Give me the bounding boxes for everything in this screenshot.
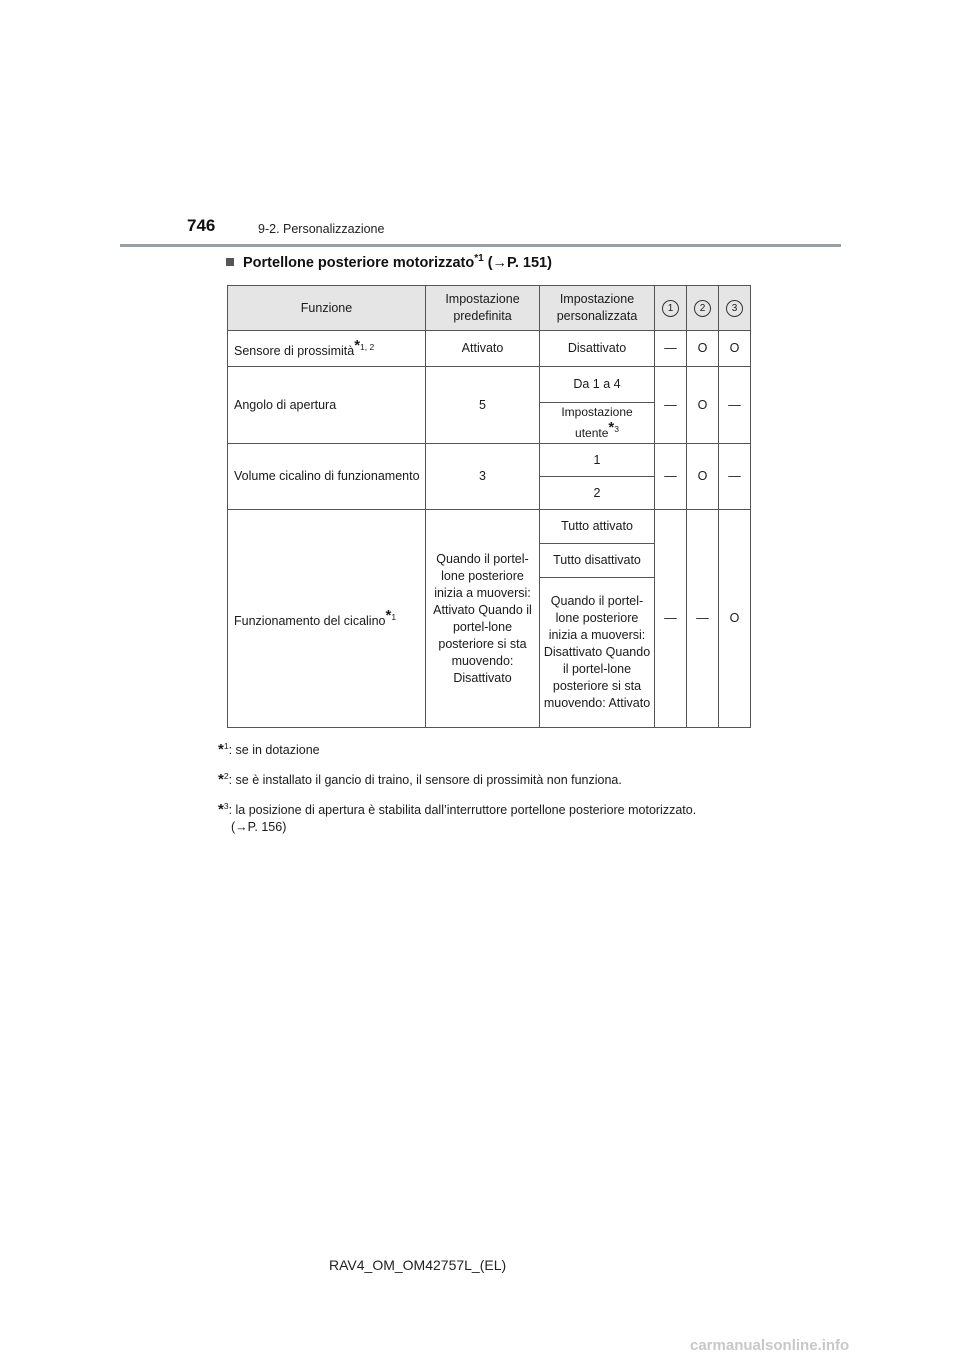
- row-function: Funzionamento del cicalino$^{*1}$: [228, 510, 426, 728]
- table-row: [228, 367, 751, 403]
- circle-number-1-icon: 1: [662, 300, 679, 317]
- heading-title: Portellone posteriore motorizzato: [243, 254, 475, 271]
- heading-page-ref: (→P. 151): [483, 254, 552, 271]
- row-mark-3: —: [719, 444, 751, 510]
- row-mark-2: O: [687, 444, 719, 510]
- header-default: Impostazione predefinita: [426, 286, 540, 331]
- heading-note-ref: *1: [474, 253, 484, 264]
- row-default: Attivato: [426, 331, 540, 367]
- footnote-3: *$^3$: la posizione di apertura è stabilita dall’interruttore portellone posteriore motorizzato. (→P. 156): [218, 798, 758, 836]
- row-default: 5: [426, 367, 540, 444]
- table-header-row: [228, 286, 751, 331]
- row-mark-3: —: [719, 367, 751, 444]
- table-row: [228, 331, 751, 367]
- row-function: Sensore di prossimità$^{*1, 2}$: [228, 331, 426, 367]
- row-mark-1: —: [655, 331, 687, 367]
- row-custom: Disattivato: [540, 331, 655, 367]
- section-heading: [226, 253, 552, 271]
- row-custom: Tutto attivato: [540, 510, 655, 544]
- row-default: 3: [426, 444, 540, 510]
- page-number: 746: [187, 216, 216, 235]
- footnote-2: *$^2$: se è installato il gancio di traino, il sensore di prossimità non funziona.: [218, 771, 622, 789]
- row-custom: Tutto disattivato: [540, 544, 655, 578]
- header-rule: [120, 244, 841, 247]
- row-custom: Da 1 a 4: [540, 367, 655, 403]
- row-mark-2: O: [687, 367, 719, 444]
- watermark: carmanualsonline.info: [690, 1337, 850, 1354]
- footnotes: [218, 738, 758, 845]
- row-function: Angolo di apertura: [228, 367, 426, 444]
- row-function: Volume cicalino di funzionamento: [228, 444, 426, 510]
- row-mark-1: —: [655, 510, 687, 728]
- row-mark-2: —: [687, 510, 719, 728]
- row-custom: 2: [540, 477, 655, 510]
- section-label: 9-2. Personalizzazione: [258, 222, 385, 236]
- row-mark-1: —: [655, 444, 687, 510]
- footnote-1: *$^1$: se in dotazione: [218, 741, 320, 759]
- row-mark-2: O: [687, 331, 719, 367]
- header-col-1: [655, 286, 687, 331]
- header-col-2: [687, 286, 719, 331]
- table-row: [228, 444, 751, 477]
- row-mark-1: —: [655, 367, 687, 444]
- header-col-3: [719, 286, 751, 331]
- table-row: [228, 510, 751, 544]
- row-custom: Impostazione utente$^{*3}$: [540, 403, 655, 444]
- document-code: RAV4_OM_OM42757L_(EL): [329, 1257, 507, 1273]
- footnote-3-continuation: (→P. 156): [231, 820, 287, 835]
- header-function: Funzione: [228, 286, 426, 331]
- settings-table: [227, 285, 751, 728]
- row-mark-3: O: [719, 510, 751, 728]
- row-default: Quando il portel-lone posteriore inizia a muoversi: Attivato Quando il portel-lone posteriore si sta muovendo: Disattivato: [426, 510, 540, 728]
- row-custom: Quando il portel-lone posteriore inizia a muoversi: Disattivato Quando il portel-lone posteriore si sta muovendo: Attivato: [540, 578, 655, 728]
- row-mark-3: O: [719, 331, 751, 367]
- circle-number-2-icon: 2: [694, 300, 711, 317]
- row-custom: 1: [540, 444, 655, 477]
- circle-number-3-icon: 3: [726, 300, 743, 317]
- square-bullet-icon: [226, 258, 234, 266]
- header-custom: Impostazione personalizzata: [540, 286, 655, 331]
